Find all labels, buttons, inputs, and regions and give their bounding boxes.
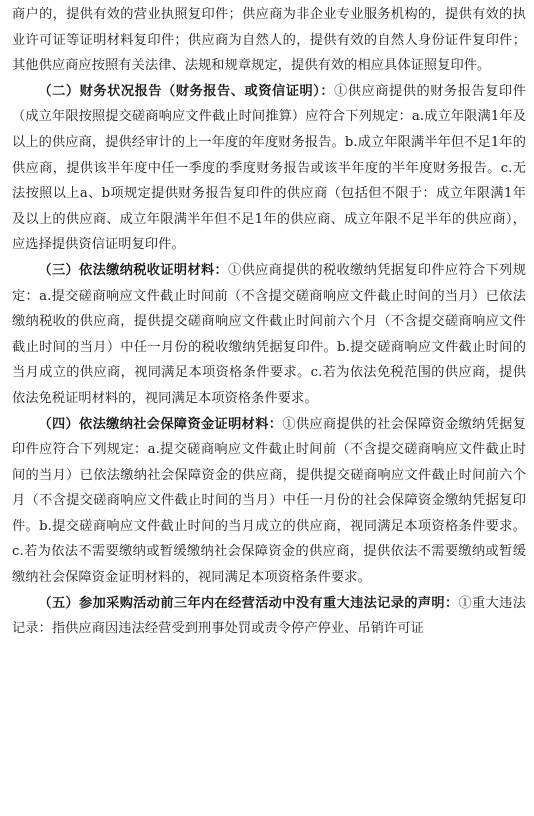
paragraph-text: ①供应商提供的财务报告复印件（成立年限按照提交磋商响应文件截止时间推算）应符合下列规定：a.成立年限满1年及以上的供应商，提供经审计的上一年度的年度财务报告。b.成立年限满半年但不足1年的供应商，提供该半年度中任一季度的季度财务报告或该半年度的半年度财务报告。c.无法按照以上a、b项规定提供财务报告复印件的供应商（包括但不限于：成立年限满1年及以上的供应商、成立年限满半年但不足1年的供应商、成立年限不足半年的供应商），应选择提供资信证明复印件。	[12, 83, 526, 253]
document-page	[12, 2, 526, 642]
section-heading-tax-certificate: （三）依法缴纳税收证明材料：	[38, 262, 229, 278]
paragraph-tax-certificate	[12, 258, 526, 412]
paragraph-financial-report	[12, 79, 526, 258]
section-heading-financial-report: （二）财务状况报告（财务报告、或资信证明）：	[38, 83, 335, 99]
paragraph-social-security	[12, 412, 526, 591]
paragraph-text: ①供应商提供的社会保障资金缴纳凭据复印件应符合下列规定：a.提交磋商响应文件截止时间前（不含提交磋商响应文件截止时间的当月）已依法缴纳社会保障资金的供应商，提供提交磋商响应文件截止时间前六个月（不含提交磋商响应文件截止时间的当月）中任一月份的社会保障资金缴纳凭据复印件。b.提交磋商响应文件截止时间的当月成立的供应商，视同满足本项资格条件要求。c.若为依法不需要缴纳或暂缓缴纳社会保障资金的供应商，提供依法不需要缴纳或暂缓缴纳社会保障资金证明材料的，视同满足本项资格条件要求。	[12, 416, 526, 586]
paragraph-text: ①重大违法记录：指供应商因违法经营受到刑事处罚或责令停产停业、吊销许可证	[12, 595, 526, 637]
paragraph-no-violation-statement	[12, 591, 526, 642]
paragraph-text: ①供应商提供的税收缴纳凭据复印件应符合下列规定：a.提交磋商响应文件截止时间前（不含提交磋商响应文件截止时间的当月）已依法缴纳税收的供应商，提供提交磋商响应文件截止时间前六个月（不含提交磋商响应文件截止时间的当月）中任一月份的税收缴纳凭据复印件。b.提交磋商响应文件截止时间的当月成立的供应商，视同满足本项资格条件要求。c.若为依法免税范围的供应商，提供依法免税证明材料的，视同满足本项资格条件要求。	[12, 262, 526, 406]
paragraph-text: 商户的，提供有效的营业执照复印件；供应商为非企业专业服务机构的，提供有效的执业许可证等证明材料复印件；供应商为自然人的，提供有效的自然人身份证件复印件；其他供应商应按照有关法律、法规和规章规定，提供有效的相应具体证照复印件。	[12, 7, 526, 74]
section-heading-no-violation: （五）参加采购活动前三年内在经营活动中没有重大违法记录的声明：	[38, 595, 459, 611]
section-heading-social-security: （四）依法缴纳社会保障资金证明材料：	[38, 416, 283, 432]
paragraph-business-license	[12, 2, 526, 79]
